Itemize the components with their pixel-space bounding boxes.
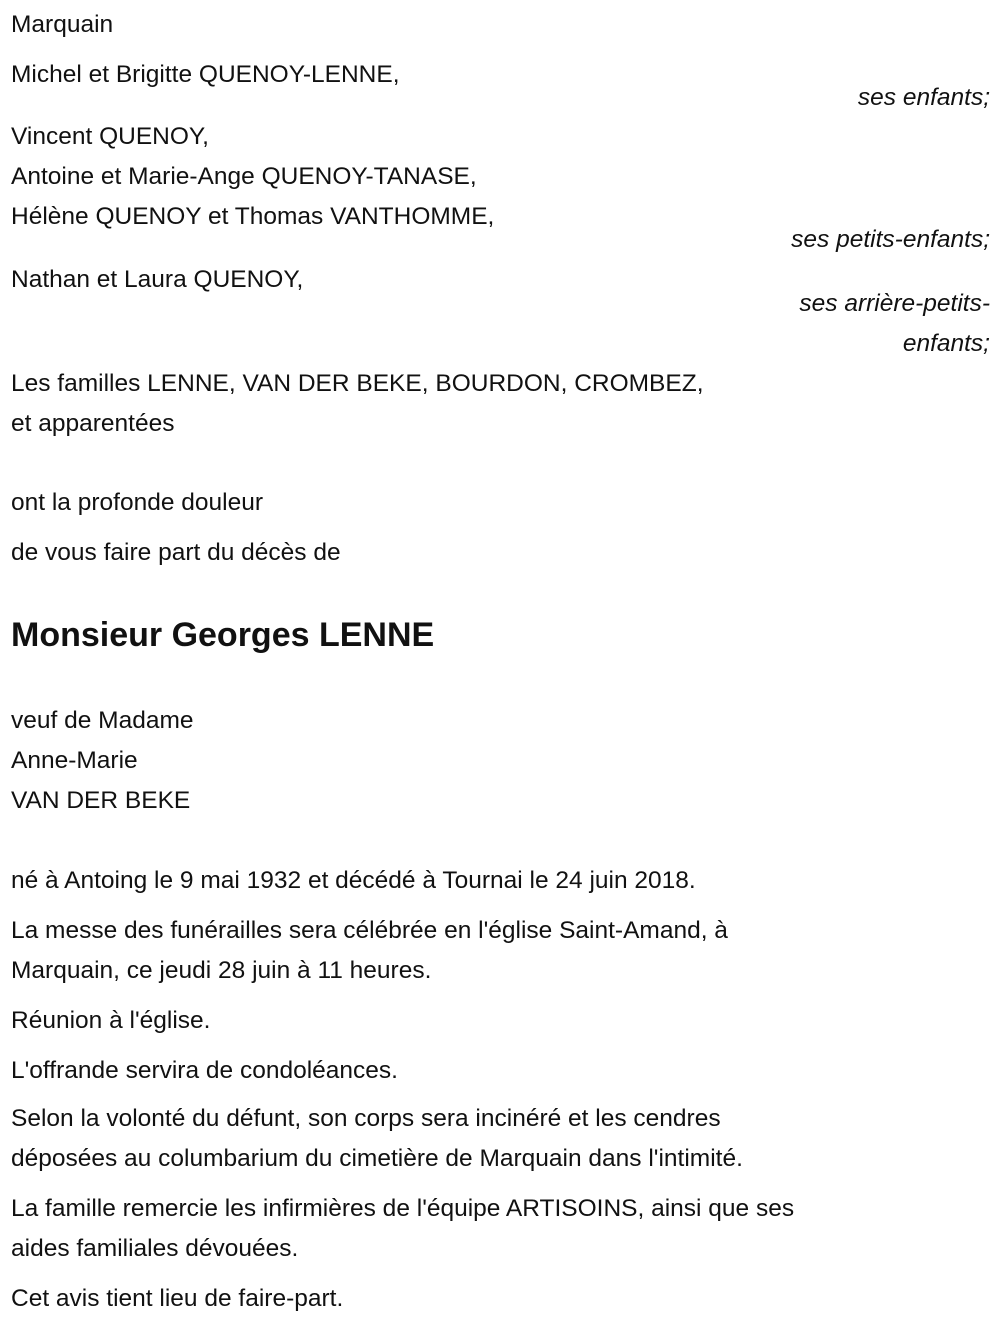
families-line: Les familles LENNE, VAN DER BEKE, BOURDON, CROMBEZ, — [11, 370, 704, 397]
grandchildren-label: ses petits-enfants; — [791, 226, 990, 253]
widower-line: Anne-Marie — [11, 747, 138, 774]
families-line: et apparentées — [11, 410, 175, 437]
place: Marquain — [11, 11, 114, 38]
birth-death-line: né à Antoing le 9 mai 1932 et décédé à Tournai le 24 juin 2018. — [11, 867, 696, 894]
cremation-line: déposées au columbarium du cimetière de Marquain dans l'intimité. — [11, 1145, 743, 1172]
announcement-line: de vous faire part du décès de — [11, 539, 341, 566]
deceased-name: Monsieur Georges LENNE — [11, 616, 435, 654]
great-grandchildren-label: ses arrière-petits- — [799, 290, 990, 317]
great-grandchildren-label-cont: enfants; — [902, 330, 990, 357]
notice-line: Cet avis tient lieu de faire-part. — [11, 1285, 344, 1312]
announcement-line: ont la profonde douleur — [11, 489, 263, 516]
funeral-line: Marquain, ce jeudi 28 juin à 11 heures. — [11, 957, 432, 984]
meeting-line: Réunion à l'église. — [11, 1007, 211, 1034]
widower-line: VAN DER BEKE — [11, 787, 191, 814]
thanks-line: aides familiales dévouées. — [11, 1235, 299, 1262]
children-label: ses enfants; — [857, 84, 990, 111]
thanks-line: La famille remercie les infirmières de l'équipe ARTISOINS, ainsi que ses — [11, 1195, 795, 1222]
funeral-line: La messe des funérailles sera célébrée en l'église Saint-Amand, à — [11, 917, 728, 944]
children-line: Michel et Brigitte QUENOY-LENNE, — [11, 61, 400, 88]
widower-line: veuf de Madame — [11, 707, 194, 734]
grandchild-line: Hélène QUENOY et Thomas VANTHOMME, — [11, 203, 495, 230]
cremation-line: Selon la volonté du défunt, son corps sera incinéré et les cendres — [11, 1105, 721, 1132]
grandchild-line: Vincent QUENOY, — [11, 123, 209, 150]
grandchild-line: Antoine et Marie-Ange QUENOY-TANASE, — [11, 163, 477, 190]
offering-line: L'offrande servira de condoléances. — [11, 1057, 398, 1084]
great-grandchild-line: Nathan et Laura QUENOY, — [11, 266, 304, 293]
